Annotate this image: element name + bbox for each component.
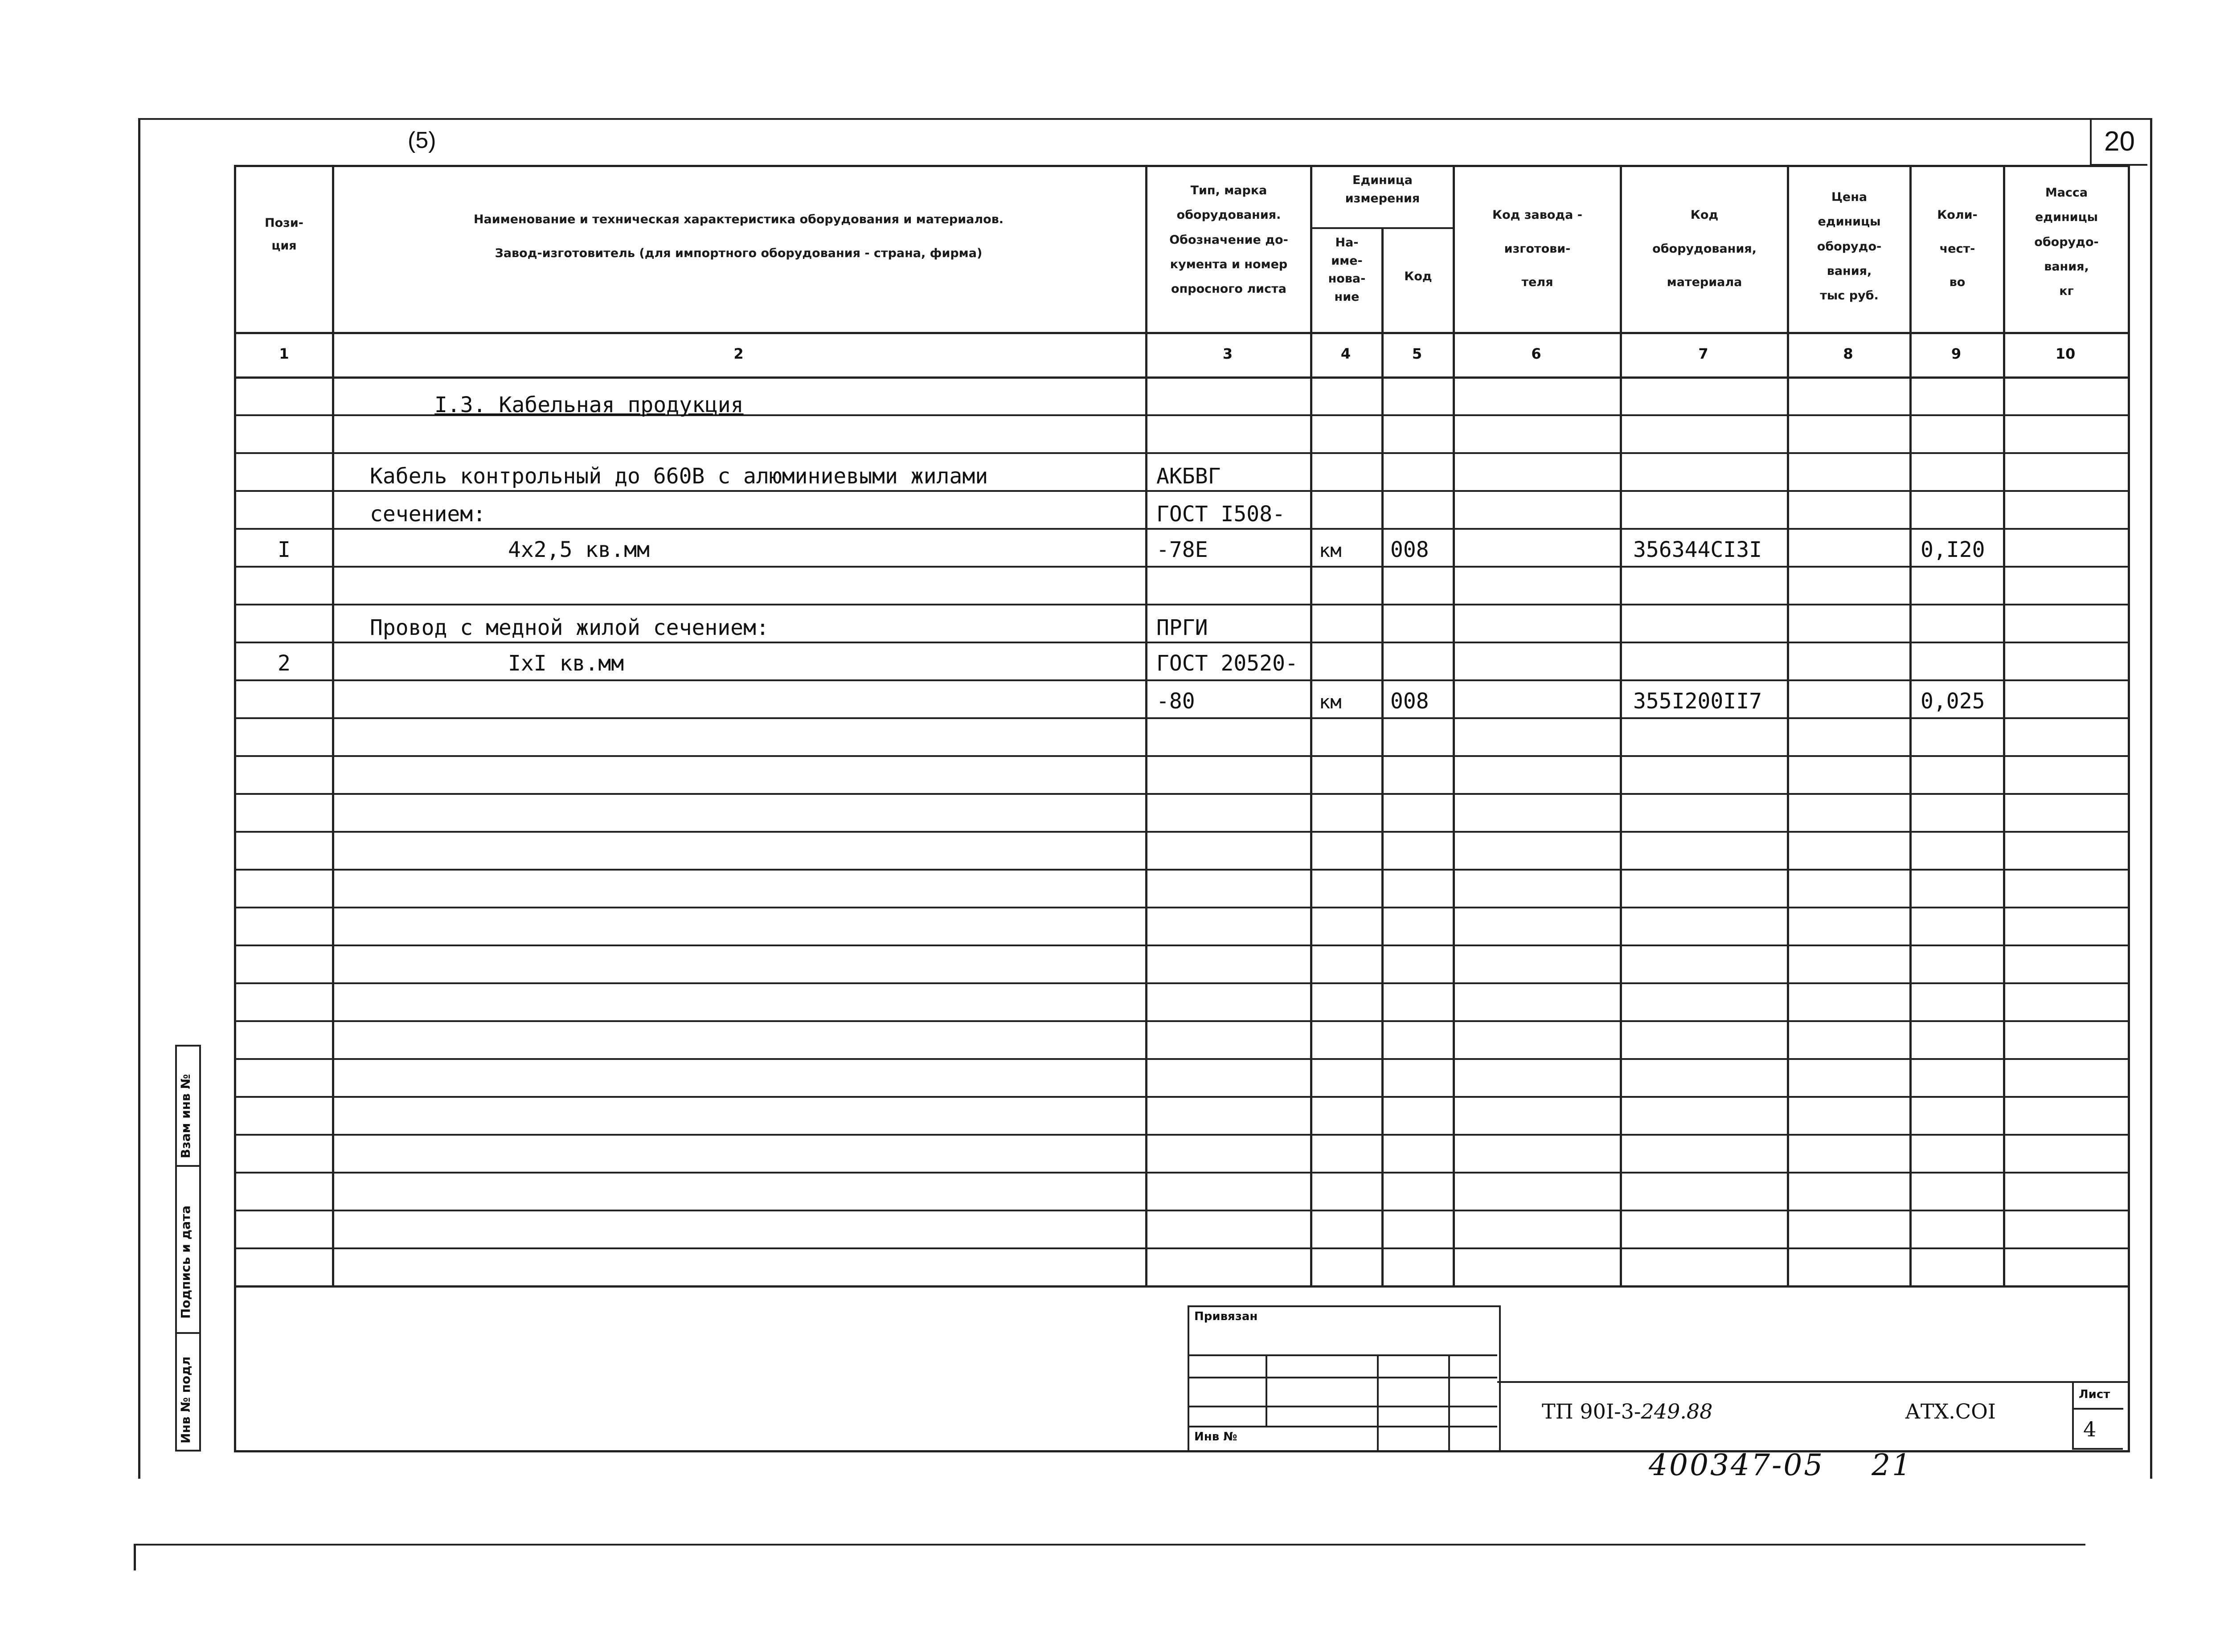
col-line bbox=[2003, 167, 2005, 1285]
header-unit-code: Код bbox=[1404, 270, 1432, 283]
header-equipment-code: Код оборудования, материала bbox=[1652, 208, 1757, 290]
side-label-podpis: Подпись и дата bbox=[178, 1205, 193, 1319]
header-unit: Единица измерения bbox=[1345, 173, 1420, 205]
col-number: 6 bbox=[1531, 345, 1541, 362]
scan-edge bbox=[134, 1544, 2085, 1546]
item-unit: км bbox=[1319, 540, 1342, 561]
col-line bbox=[1310, 167, 1312, 1285]
list-label: Лист bbox=[2079, 1388, 2110, 1401]
col-number: 7 bbox=[1698, 345, 1708, 362]
item-quantity: 0,I20 bbox=[1921, 537, 1985, 562]
archive-page: 21 bbox=[1872, 1448, 1913, 1482]
section-title: I.3. Кабельная продукция bbox=[434, 393, 744, 417]
item-position: 2 bbox=[278, 651, 291, 676]
item-type: -78Е bbox=[1156, 537, 1208, 562]
item-name: Провод с медной жилой сечением: bbox=[370, 615, 769, 640]
item-name: Кабель контрольный до 660В с алюминиевыми жилами bbox=[370, 464, 988, 489]
doc-code: ТП 90I-3-249.88 bbox=[1542, 1399, 1713, 1423]
header-mass: Масса единицы оборудо- вания, кг bbox=[2034, 186, 2099, 299]
col-line bbox=[1620, 167, 1622, 1285]
col-line bbox=[1787, 167, 1789, 1285]
stamp-inv-no: Инв № bbox=[1194, 1430, 1237, 1443]
item-unit-code: 008 bbox=[1390, 537, 1429, 562]
item-name: сечением: bbox=[370, 502, 486, 527]
item-name: IхI кв.мм bbox=[508, 651, 624, 676]
col-line bbox=[1909, 167, 1912, 1285]
page-number: 20 bbox=[2090, 119, 2147, 166]
header-price: Цена единицы оборудо- вания, тыс руб. bbox=[1817, 190, 1882, 303]
header-unit-name: На- име- нова- ние bbox=[1328, 236, 1366, 304]
list-number: 4 bbox=[2083, 1417, 2097, 1441]
item-position: I bbox=[278, 537, 291, 562]
side-label-inv: Инв № подл bbox=[178, 1356, 193, 1443]
col-number: 9 bbox=[1951, 345, 1962, 362]
col-line bbox=[1145, 167, 1147, 1285]
item-quantity: 0,025 bbox=[1921, 689, 1985, 714]
item-type: ГОСТ 20520- bbox=[1156, 651, 1298, 676]
unit-sub-line bbox=[1310, 227, 1453, 229]
header-maker-code: Код завода - изготови- теля bbox=[1492, 208, 1582, 290]
col-number: 10 bbox=[2055, 345, 2076, 362]
item-unit-code: 008 bbox=[1390, 689, 1429, 714]
item-type: -80 bbox=[1156, 689, 1195, 714]
item-name: 4х2,5 кв.мм bbox=[508, 537, 650, 562]
col-line bbox=[1453, 167, 1455, 1285]
archive-number: 400347-05 bbox=[1649, 1448, 1825, 1482]
stamp-privyazan: Привязан bbox=[1194, 1310, 1258, 1323]
col-line bbox=[332, 167, 334, 1285]
item-equipment-code: 355I200II7 bbox=[1633, 689, 1762, 714]
header-name: Наименование и техническая характеристика оборудования и материалов. Завод-изготовитель (для импортного оборудования - страна, фирма) bbox=[473, 213, 1004, 260]
col-number: 1 bbox=[279, 345, 289, 362]
col-number: 3 bbox=[1222, 345, 1233, 362]
item-type: ПРГИ bbox=[1156, 615, 1208, 640]
side-label-vzam: Взам инв № bbox=[178, 1074, 193, 1158]
col-number: 2 bbox=[733, 345, 744, 362]
top-label: (5) bbox=[408, 127, 436, 153]
specification-table bbox=[234, 165, 2130, 1452]
item-type: АКБВГ bbox=[1156, 464, 1221, 489]
col-number: 4 bbox=[1340, 345, 1351, 362]
col-number: 8 bbox=[1843, 345, 1853, 362]
item-unit: км bbox=[1319, 691, 1342, 713]
item-type: ГОСТ I508- bbox=[1156, 502, 1285, 527]
col-number: 5 bbox=[1412, 345, 1422, 362]
header-line bbox=[236, 332, 2128, 334]
numbers-line bbox=[236, 376, 2128, 379]
header-type: Тип, марка оборудования. Обозначение до- кумента и номер опросного листа bbox=[1169, 184, 1288, 296]
doc-suffix: АТХ.COI bbox=[1905, 1399, 1996, 1423]
header-quantity: Коли- чест- во bbox=[1937, 208, 1978, 290]
header-position: Пози- ция bbox=[265, 216, 303, 253]
item-equipment-code: 356344CI3I bbox=[1633, 537, 1762, 562]
